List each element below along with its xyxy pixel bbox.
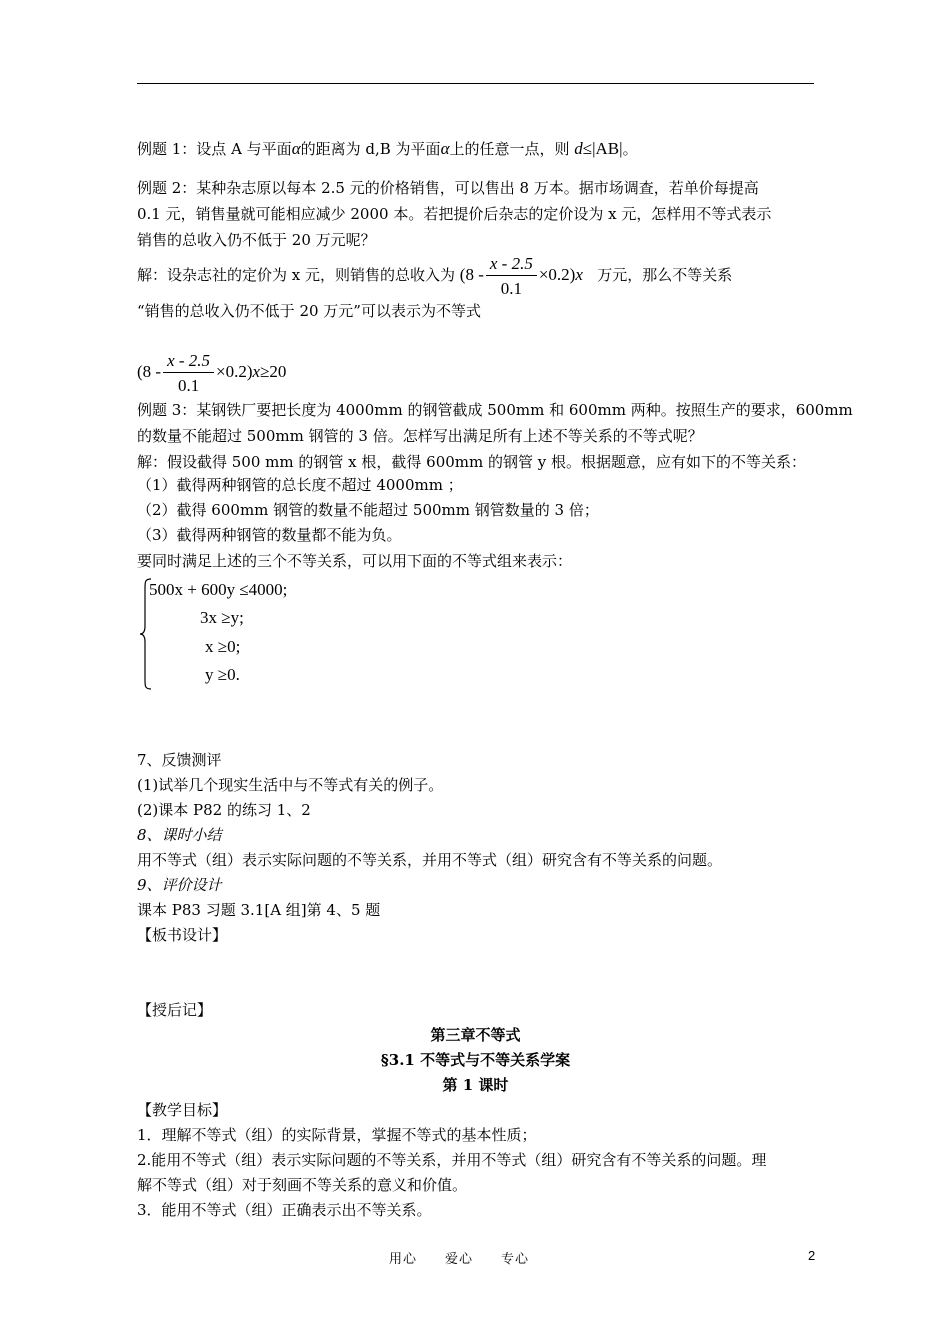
example2-solution-line	[137, 250, 732, 300]
board-design-heading: 【板书设计】	[137, 926, 228, 944]
example3-line2: 的数量不能超过 500mm 钢管的 3 倍。怎样写出满足所有上述不等关系的不等式呢？	[137, 427, 703, 445]
ineq-numerator: x - 2.5	[163, 350, 214, 373]
footer-word-2: 爱心	[445, 1252, 474, 1267]
chapter-title: 第三章不等式	[430, 1026, 521, 1044]
formula-d: d	[574, 139, 583, 158]
example3-line3: 解：假设截得 500 mm 的钢管 x 根，截得 600mm 的钢管 y 根。根据题意，应有如下的不等关系：	[137, 453, 807, 471]
example3-item1: （1）截得两种钢管的总长度不超过 4000mm ；	[137, 476, 463, 494]
goal-2b: 解不等式（组）对于刻画不等关系的意义和价值。	[137, 1176, 468, 1194]
example2-line3: 销售的总收入仍不低于 20 万元呢？	[137, 231, 376, 249]
example2-inequality	[137, 347, 286, 397]
goal-2a: 2.能用不等式（组）表示实际问题的不等关系，并用不等式（组）研究含有不等关系的问题。理	[137, 1151, 767, 1169]
system-eq4: y ≥0.	[205, 665, 240, 684]
section-title: §3.1 不等式与不等关系学案	[380, 1051, 571, 1069]
fraction-numerator: x - 2.5	[486, 253, 537, 276]
expr-right: ×0.2)	[538, 265, 576, 284]
ineq-var: x	[252, 362, 261, 381]
section9-text: 课本 P83 习题 3.1[A 组]第 4、5 题	[137, 901, 381, 919]
example3-item3: （3）截得两种钢管的数量都不能为负。	[137, 526, 402, 544]
solution-prefix: 解：设杂志社的定价为 x 元，则销售的总收入为	[137, 266, 455, 284]
goal-1: 1．理解不等式（组）的实际背景，掌握不等式的基本性质；	[137, 1126, 537, 1144]
system-eq1: 500x + 600y ≤4000;	[149, 580, 288, 599]
footer-word-3: 专心	[501, 1252, 530, 1267]
example1-mid1: 的距离为 d,B 为平面	[300, 140, 441, 158]
example2-line1: 例题 2：某种杂志原以每本 2.5 元的价格销售，可以售出 8 万本。据市场调查，若单价每提高	[137, 179, 759, 197]
example1-mid2: 上的任意一点，则	[449, 140, 570, 158]
ineq-right: ×0.2)	[216, 362, 253, 381]
goals-heading: 【教学目标】	[137, 1101, 228, 1119]
ineq-denominator: 0.1	[177, 375, 200, 395]
section8-text: 用不等式（组）表示实际问题的不等关系，并用不等式（组）研究含有不等关系的问题。	[137, 851, 723, 869]
formula-ab: ≤|AB|	[582, 139, 623, 158]
section8-title: 8、课时小结	[137, 826, 222, 844]
footer-word-1: 用心	[389, 1252, 418, 1267]
page-number: 2	[808, 1248, 816, 1263]
example2-solution-line2: “销售的总收入仍不低于 20 万元”可以表示为不等式	[137, 302, 481, 320]
section7-item2: (2)课本 P82 的练习 1、2	[137, 801, 311, 819]
fraction-denominator: 0.1	[500, 278, 522, 298]
example3-item2: （2）截得 600mm 钢管的数量不能超过 500mm 钢管数量的 3 倍；	[137, 501, 599, 519]
example3-line1: 例题 3：某钢铁厂要把长度为 4000mm 的钢管截成 500mm 和 600mm 两种。按照生产的要求，600mm	[137, 401, 853, 419]
section7-item1: (1)试举几个现实生活中与不等式有关的例子。	[137, 776, 444, 794]
section7-title: 7、反馈测评	[137, 751, 222, 769]
example1-line	[137, 138, 638, 160]
example2-line2: 0.1 元，销售量就可能相应减少 2000 本。若把提价后杂志的定价设为 x 元，怎样用不等式表示	[137, 205, 772, 223]
example1-prefix: 例题 1：设点 A 与平面	[137, 140, 292, 158]
example1-suffix: 。	[622, 140, 638, 158]
header-rule	[137, 83, 814, 84]
after-class-heading: 【授后记】	[137, 1001, 213, 1019]
goal-3: 3．能用不等式（组）正确表示出不等关系。	[137, 1201, 432, 1219]
alpha-symbol: α	[440, 139, 450, 158]
lesson-title: 第 1 课时	[442, 1076, 509, 1094]
expr-var: x	[575, 265, 583, 284]
expr-left: (8 -	[459, 265, 484, 284]
example3-line4: 要同时满足上述的三个不等关系，可以用下面的不等式组来表示：	[137, 552, 573, 570]
system-eq3: x ≥0;	[205, 637, 241, 656]
ineq-end: ≥20	[260, 362, 287, 381]
section9-title: 9、评价设计	[137, 876, 222, 894]
alpha-symbol: α	[291, 139, 301, 158]
footer-motto	[389, 1248, 557, 1267]
fraction	[486, 253, 537, 300]
solution-suffix: 万元，那么不等关系	[597, 266, 733, 284]
system-eq2: 3x ≥y;	[200, 608, 244, 627]
ineq-left: (8 -	[137, 362, 162, 381]
ineq-fraction	[163, 350, 214, 397]
